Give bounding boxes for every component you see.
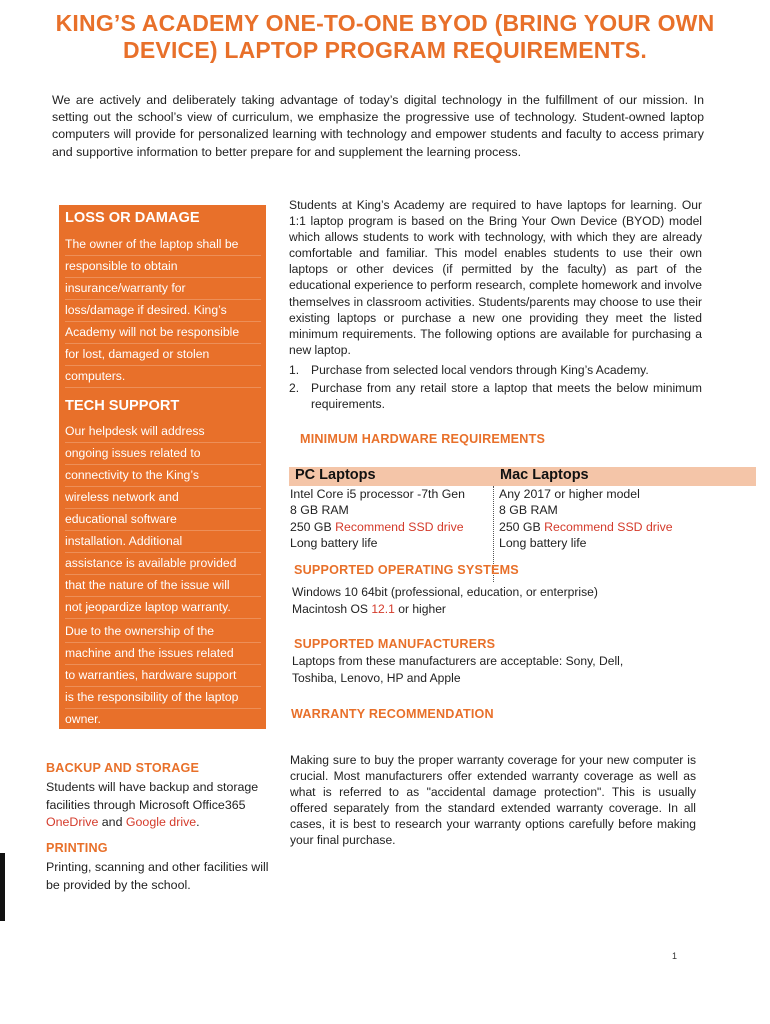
pc-laptops-header: PC Laptops <box>295 467 376 483</box>
tech-line: machine and the issues related <box>65 643 261 665</box>
tech-line: connectivity to the King’s <box>65 465 261 487</box>
printing-heading: PRINTING <box>46 841 108 855</box>
backup-text <box>46 779 280 832</box>
tech-line: that the nature of the issue will <box>65 575 261 597</box>
mac-laptops-header: Mac Laptops <box>500 467 589 483</box>
tech-line: not jeopardize laptop warranty. <box>65 597 261 619</box>
tech-support-text <box>65 421 261 619</box>
page-title: KING’S ACADEMY ONE-TO-ONE BYOD (BRING YOUR OWN DEVICE) LAPTOP PROGRAM REQUIREMENTS. <box>55 10 715 63</box>
backup-and: and <box>98 815 126 830</box>
loss-line: Academy will not be responsible <box>65 322 261 344</box>
tech-line: to warranties, hardware support <box>65 665 261 687</box>
purchase-options-list <box>289 362 702 413</box>
pc-ssd-recommendation: Recommend SSD drive <box>335 519 464 534</box>
backup-description: Students will have backup and storage facilities through Microsoft Office365 <box>46 780 259 812</box>
onedrive-link[interactable]: OneDrive <box>46 815 99 830</box>
tech-line: ongoing issues related to <box>65 443 261 465</box>
tech-line: wireless network and <box>65 487 261 509</box>
google-drive-link[interactable]: Google drive <box>125 815 197 830</box>
table-header-row <box>289 467 756 486</box>
manufacturers-heading: SUPPORTED MANUFACTURERS <box>294 637 496 651</box>
backup-period: . <box>196 815 200 830</box>
mac-spec-ram: 8 GB RAM <box>499 503 558 518</box>
loss-damage-text <box>65 234 261 388</box>
hardware-heading: MINIMUM HARDWARE REQUIREMENTS <box>300 432 546 446</box>
pc-specs <box>290 486 465 552</box>
backup-heading: BACKUP AND STORAGE <box>46 761 200 775</box>
loss-line: responsible to obtain <box>65 256 261 278</box>
loss-line: for lost, damaged or stolen <box>65 344 261 366</box>
mac-storage-size: 250 GB <box>499 519 545 534</box>
os-windows: Windows 10 64bit (professional, education, or enterprise) <box>292 585 598 599</box>
list-item <box>289 380 702 413</box>
tech-line: assistance is available provided <box>65 553 261 575</box>
page-number: 1 <box>671 951 677 961</box>
os-heading: SUPPORTED OPERATING SYSTEMS <box>294 563 519 577</box>
pc-spec-battery: Long battery life <box>290 536 378 551</box>
program-description: Students at King’s Academy are required to have laptops for learning. Our 1:1 laptop program is based on the Bring Your Own Device (BYOD) model which allows students to work with technology, with which they are already comfortable and familiar. This model enables students to use their own laptops or other devices (if permitted by the faculty) as part of the educational experience to perform research, complete homework and involve themselves in classroom activities. Students/parents may choose to use their existing laptops or purchase a new one providing they meet the listed minimum requirements. The following options are available for purchasing a new laptop. <box>289 198 702 357</box>
tech-line: Our helpdesk will address <box>65 421 261 443</box>
loss-line: The owner of the laptop shall be <box>65 234 261 256</box>
intro-paragraph: We are actively and deliberately taking advantage of today’s digital technology in the fulfillment of our mission. In setting out the school’s view of curriculum, we emphasize the progressive use of technology. Student-owned laptop computers will provide for personalized learning with technology and empower students and faculty to access primary and supportive information to better prepare for and supplement the learning process. <box>52 93 704 159</box>
list-item-text: Purchase from any retail store a laptop that meets the below minimum requirements. <box>311 380 702 411</box>
pc-storage-size: 250 GB <box>290 519 336 534</box>
printing-text: Printing, scanning and other facilities will be provided by the school. <box>46 860 269 892</box>
os-mac-version: 12.1 <box>371 601 395 616</box>
tech-line: educational software <box>65 509 261 531</box>
os-mac <box>292 601 712 618</box>
pc-spec-storage <box>290 519 465 535</box>
mac-ssd-recommendation: Recommend SSD drive <box>544 519 673 534</box>
tech-line: installation. Additional <box>65 531 261 553</box>
hardware-support-text <box>65 621 261 730</box>
tech-line: owner. <box>65 712 101 726</box>
margin-bar <box>0 853 5 921</box>
os-text <box>292 584 712 617</box>
list-item <box>289 362 702 379</box>
list-number: 1. <box>289 363 300 377</box>
tech-line: is the responsibility of the laptop <box>65 687 261 709</box>
loss-line: loss/damage if desired. King’s <box>65 300 261 322</box>
mac-spec-model: Any 2017 or higher model <box>499 487 640 501</box>
warranty-heading: WARRANTY RECOMMENDATION <box>291 707 494 721</box>
list-number: 2. <box>289 380 300 395</box>
manufacturers-text: Laptops from these manufacturers are acceptable: Sony, Dell, Toshiba, Lenovo, HP and Apple <box>292 654 624 685</box>
pc-spec-cpu: Intel Core i5 processor -7th Gen <box>290 487 465 501</box>
list-item-text: Purchase from selected local vendors through King’s Academy. <box>311 363 649 377</box>
os-mac-suffix: or higher <box>394 601 446 616</box>
mac-specs <box>499 486 673 552</box>
loss-line: computers. <box>65 366 261 388</box>
mac-spec-battery: Long battery life <box>499 536 587 551</box>
tech-line: Due to the ownership of the <box>65 621 261 643</box>
warranty-text: Making sure to buy the proper warranty coverage for your new computer is crucial. Most manufacturers offer extended warranty coverage as well as what is referred to as "accidental damage protection". This is usually offered separately from the standard extended warranty coverage. In all cases, it is best to research your warranty options carefully before making your final purchase. <box>290 753 696 848</box>
sidebar-panel <box>59 205 266 729</box>
mac-spec-storage <box>499 519 673 535</box>
loss-line: insurance/warranty for <box>65 278 261 300</box>
loss-damage-heading: LOSS OR DAMAGE <box>65 210 200 226</box>
pc-spec-ram: 8 GB RAM <box>290 503 349 518</box>
tech-support-heading: TECH SUPPORT <box>65 398 180 414</box>
os-mac-label: Macintosh OS <box>292 601 372 616</box>
